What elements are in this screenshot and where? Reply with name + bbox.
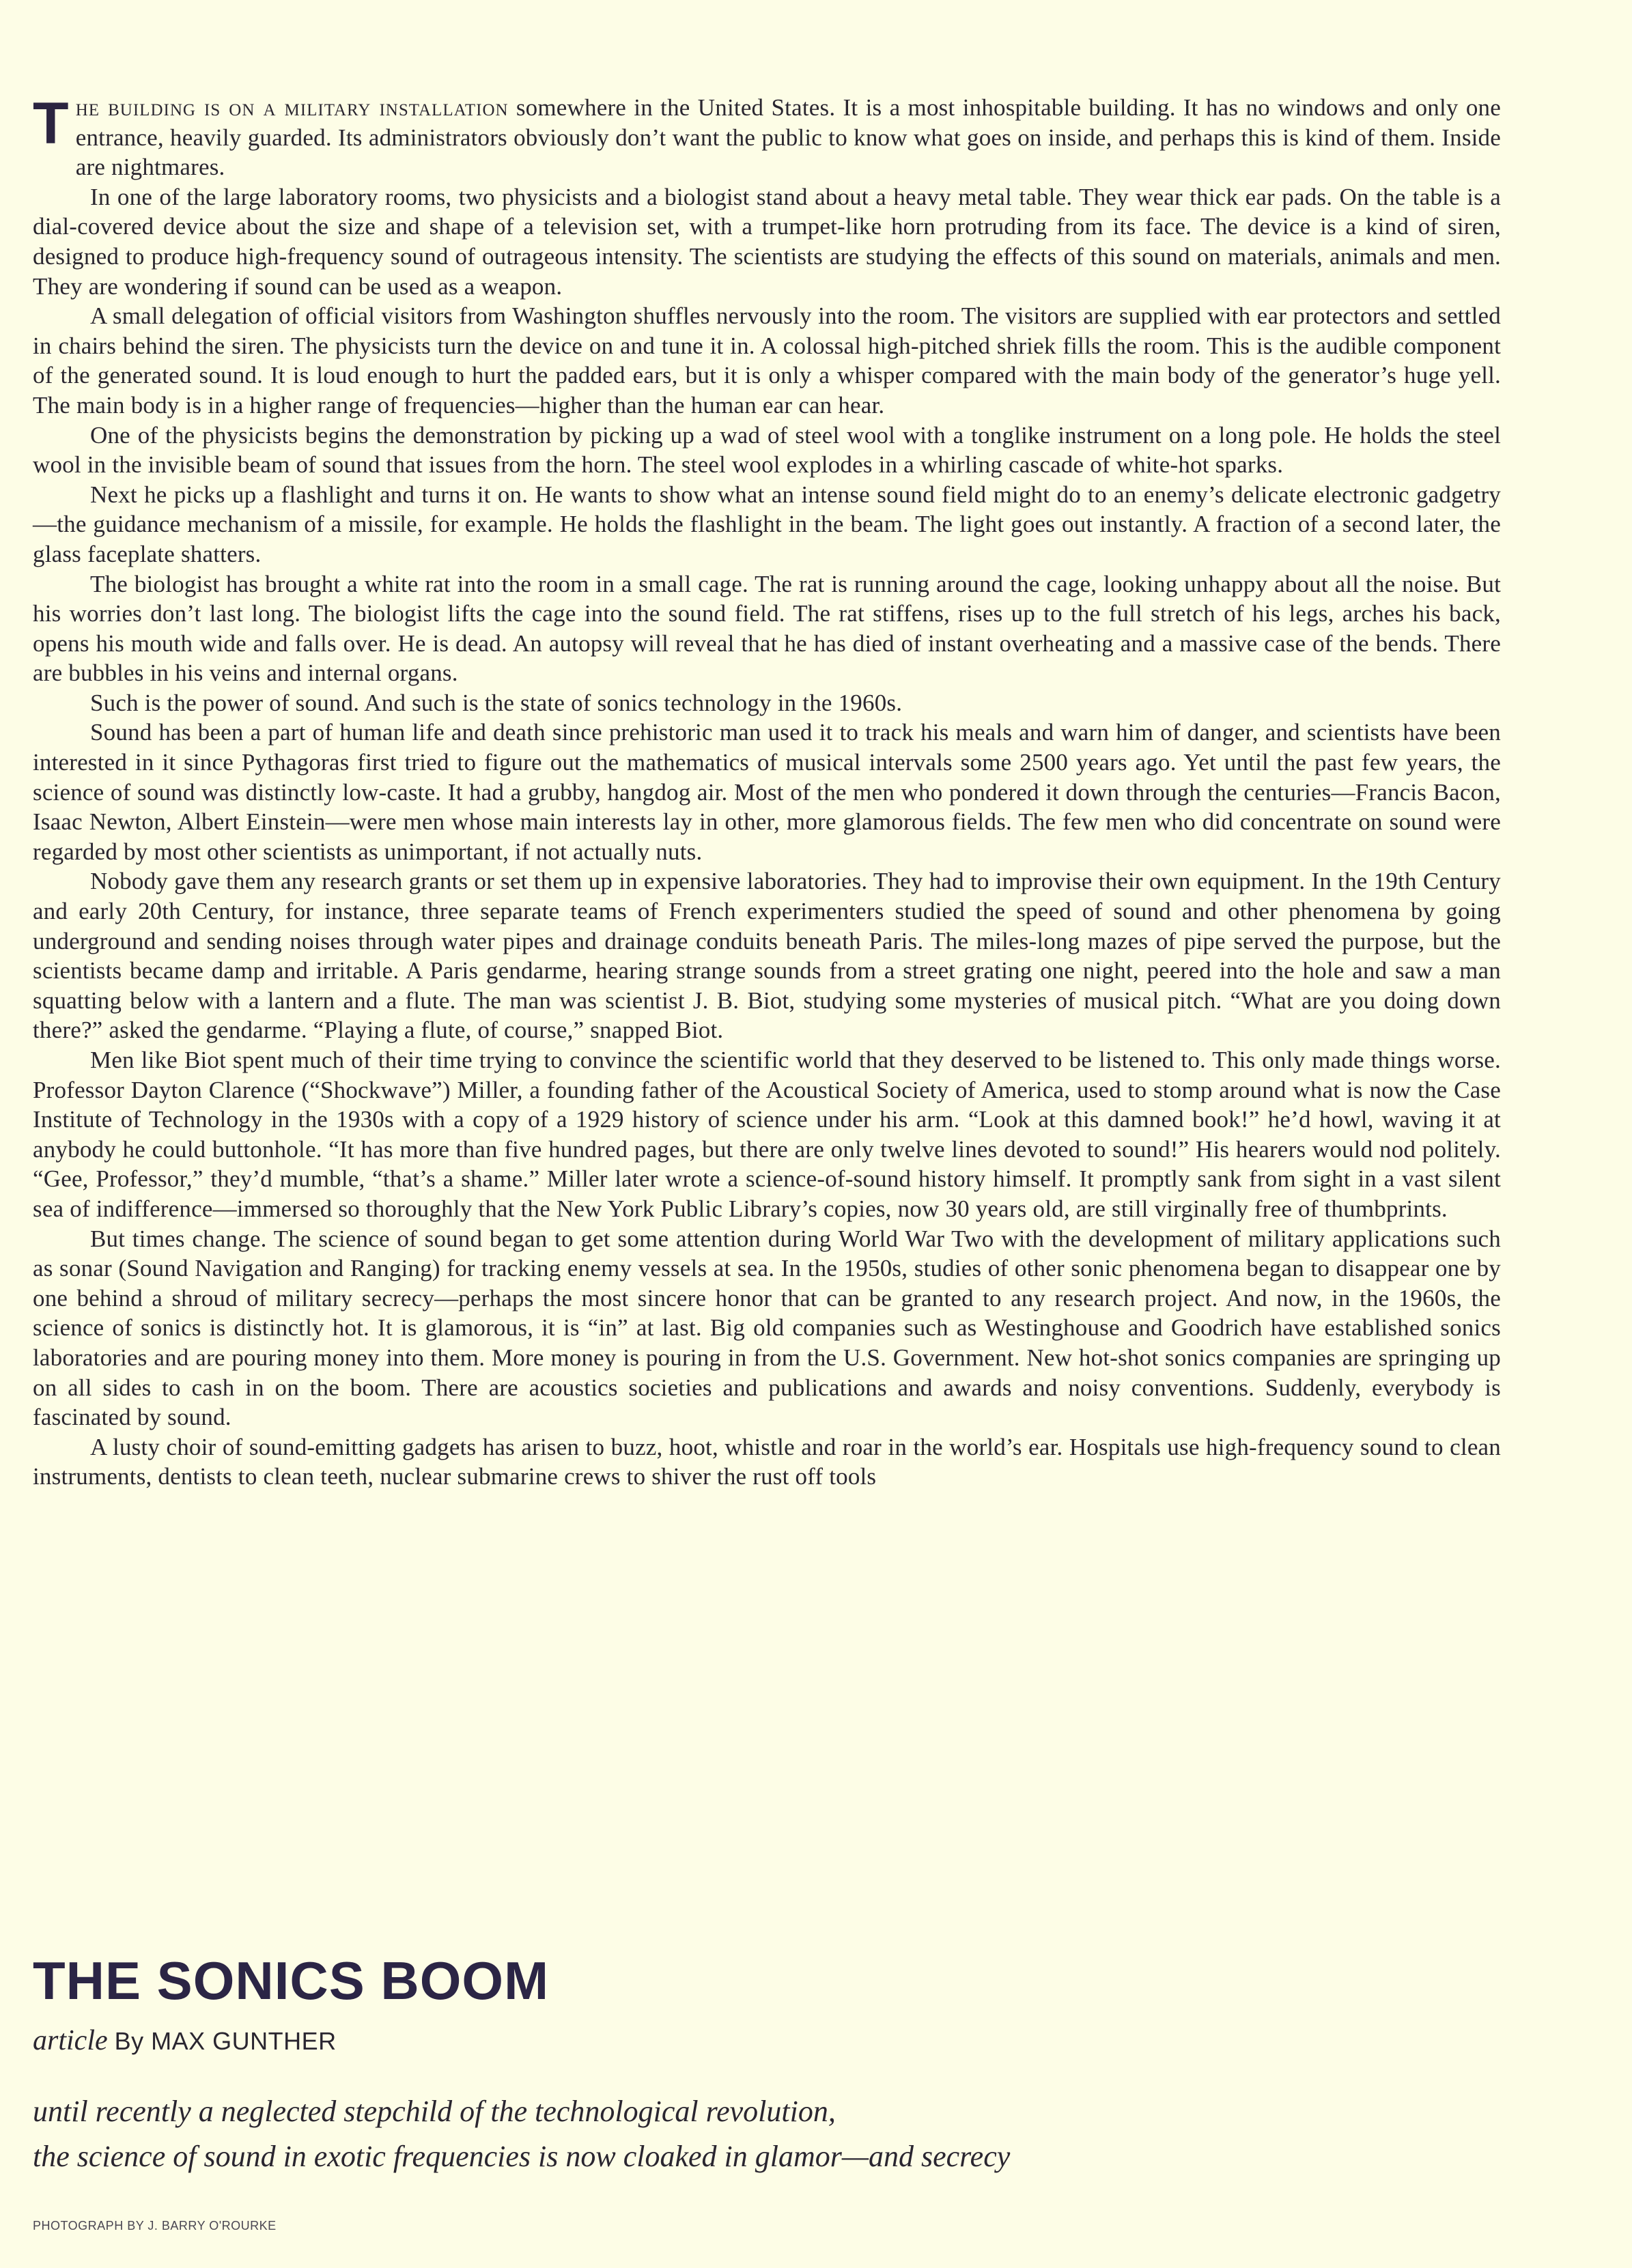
article-paragraph: A small delegation of official visitors from Washington shuffles nervously into the room. The visitors are supplied with ear protectors and settled in chairs behind the siren. The physicists turn the device on and tune it in. A colossal high-pitched shriek fills the room. This is the audible component of the generated sound. It is loud enough to hurt the padded ears, but it is only a whisper compared with the main body of the generator’s huge yell. The main body is in a higher range of frequencies—higher than the human ear can hear. (33, 302, 1501, 419)
article-paragraph: One of the physicists begins the demonstration by picking up a wad of steel wool with a tonglike instrument on a long pole. He holds the steel wool in the invisible beam of sound that issues from the horn. The steel wool explodes in a whirling cascade of white-hot sparks. (33, 421, 1501, 479)
article-paragraph (33, 93, 1501, 182)
article-paragraph: In one of the large laboratory rooms, two physicists and a biologist stand about a heavy metal table. They wear thick ear pads. On the table is a dial-covered device about the size and shape of a television set, with a trumpet-like horn protruding from its face. The device is a kind of siren, designed to produce high-frequency sound of outrageous intensity. The scientists are studying the effects of this sound on materials, animals and men. They are wondering if sound can be used as a weapon. (33, 183, 1501, 300)
article-paragraph: Next he picks up a flashlight and turns it on. He wants to show what an intense sound field might do to an enemy’s delicate electronic gadgetry—the guidance mechanism of a missile, for example. He holds the flashlight in the beam. The light goes out instantly. A fraction of a second later, the glass faceplate shatters. (33, 481, 1501, 567)
article-paragraph: Sound has been a part of human life and death since prehistoric man used it to track his meals and warn him of danger, and scientists have been interested in it since Pythagoras first tried to figure out the mathematics of musical intervals some 2500 years ago. Yet until the past few years, the science of sound was distinctly low-caste. It had a grubby, hangdog air. Most of the men who pondered it down through the centuries—Francis Bacon, Isaac Newton, Albert Einstein—were men whose main interests lay in other, more glamorous fields. The few men who did concentrate on sound were regarded by most other scientists as unimportant, if not actually nuts. (33, 719, 1501, 865)
byline-prefix: article (33, 2025, 108, 2056)
deck-line-1: until recently a neglected stepchild of the technological revolution, (33, 2095, 836, 2128)
opening-smallcaps: he building is on a military installation (75, 94, 509, 121)
article-deck (33, 2089, 1010, 2179)
drop-cap: T (33, 91, 69, 156)
article-title: THE SONICS BOOM (33, 1951, 550, 2011)
paragraph-text: somewhere in the United States. It is a most inhospitable building. It has no windows and only one entrance, heavily guarded. Its administrators obviously don’t want the public to know what goes on inside, and perhaps this is kind of them. Inside are nightmares. (75, 94, 1501, 181)
byline-author: By MAX GUNTHER (114, 2027, 337, 2055)
deck-line-2: the science of sound in exotic frequencies is now cloaked in glamor—and secrecy (33, 2140, 1011, 2173)
article-paragraph: A lusty choir of sound-emitting gadgets has arisen to buzz, hoot, whistle and roar in the world’s ear. Hospitals use high-frequency sound to clean instruments, dentists to clean teeth, nuclear submarine crews to shiver the rust off tools (33, 1433, 1501, 1490)
byline (33, 2025, 549, 2057)
article-paragraph: Men like Biot spent much of their time trying to convince the scientific world that they deserved to be listened to. This only made things worse. Professor Dayton Clarence (“Shockwave”) Miller, a founding father of the Acoustical Society of America, used to stomp around what is now the Case Institute of Technology in the 1930s with a copy of a 1929 history of science under his arm. “Look at this damned book!” he’d howl, waving it at anybody he could buttonhole. “It has more than five hundred pages, but there are only twelve lines devoted to sound!” His hearers would nod politely. “Gee, Professor,” they’d mumble, “that’s a shame.” Miller later wrote a science-of-sound history himself. It promptly sank from sight in a vast silent sea of indifference—immersed so thoroughly that the New York Public Library’s copies, now 30 years old, are still virginally free of thumbprints. (33, 1047, 1501, 1222)
article-paragraph: The biologist has brought a white rat into the room in a small cage. The rat is running around the cage, looking unhappy about all the noise. But his worries don’t last long. The biologist lifts the cage into the sound field. The rat stiffens, rises up to the full stretch of his legs, arches his back, opens his mouth wide and falls over. He is dead. An autopsy will reveal that he has died of instant overheating and a massive case of the bends. There are bubbles in his veins and internal organs. (33, 570, 1501, 687)
article-paragraph: But times change. The science of sound began to get some attention during World War Two with the development of military applications such as sonar (Sound Navigation and Ranging) for tracking enemy vessels at sea. In the 1950s, studies of other sonic phenomena began to disappear one by one behind a shroud of military secrecy—perhaps the most sincere honor that can be granted to any research project. And now, in the 1960s, the science of sonics is distinctly hot. It is glamorous, it is “in” at last. Big old companies such as Westinghouse and Goodrich have established sonics laboratories and are pouring money into them. More money is pouring in from the U.S. Government. New hot-shot sonics companies are springing up on all sides to cash in on the boom. There are acoustics societies and publications and awards and noisy conventions. Suddenly, everybody is fascinated by sound. (33, 1225, 1501, 1431)
title-block (33, 1953, 549, 2057)
article-body (33, 93, 1501, 1492)
article-paragraph: Such is the power of sound. And such is the state of sonics technology in the 1960s. (90, 689, 903, 716)
article-paragraph: Nobody gave them any research grants or set them up in expensive laboratories. They had to improvise their own equipment. In the 19th Century and early 20th Century, for instance, three separate teams of French experimenters studied the speed of sound and other phenomena by going underground and sending noises through water pipes and drainage conduits beneath Paris. The miles-long mazes of pipe served the purpose, but the scientists became damp and irritable. A Paris gendarme, hearing strange sounds from a street grating one night, peered into the hole and saw a man squatting below with a lantern and a flute. The man was scientist J. B. Biot, studying some mysteries of musical pitch. “What are you doing down there?” asked the gendarme. “Playing a flute, of course,” snapped Biot. (33, 868, 1501, 1044)
photo-credit: PHOTOGRAPH BY J. BARRY O'ROURKE (33, 2219, 277, 2232)
